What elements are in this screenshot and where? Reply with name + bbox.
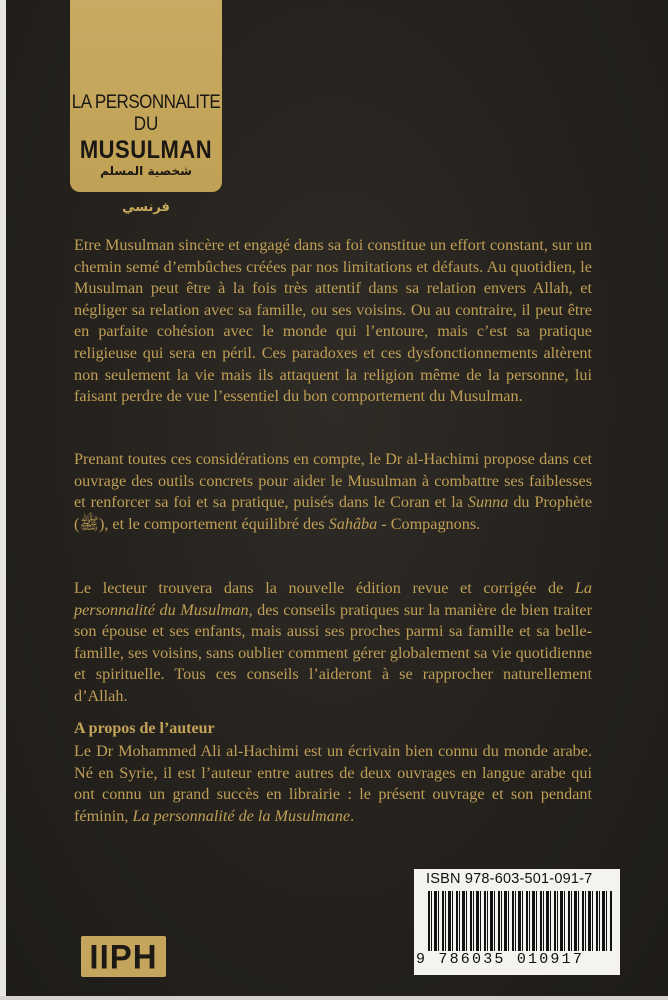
page-bottom-edge [0,996,668,1000]
p3-text-b: , des conseils pratiques sur la manière de bien traiter son épouse et ses enfants, mais aussi ses proches parmi sa famille et sa belle-famille, ses voisins, sans oublier comment gérer globalement sa vie quotidienne et spirituelle. Tous ces conseils l’aideront à se rapprocher naturellement d’Allah. [74,600,592,705]
description-paragraph-2 [74,449,592,535]
language-label: فرنسي [122,200,170,215]
p2-sunna: Sunna [467,493,509,512]
p2-text-b: du Prophète (ﷺ), et le comportement équilibré des [74,493,593,533]
isbn-barcode-box [414,869,620,975]
p2-text-c: - Compagnons. [377,514,481,533]
barcode-icon [428,891,612,951]
p2-text-a: Prenant toutes ces considérations en compte, le Dr al-Hachimi propose dans cet ouvrage des outils concrets pour aider le Musulman à combattre ses faiblesses et renforcer sa foi et sa pratique, puisés dans le Coran et la [74,450,592,512]
book-title-line2: DU [133,112,159,135]
p3-book-title: La personnalité du Musulman [74,579,592,619]
p4-text-b: . [350,806,355,825]
barcode-digits: 9 786035 010917 [416,951,585,968]
publisher-logo-text: IIPH [89,936,158,976]
publisher-logo [81,936,166,977]
about-author-heading: A propos de l’auteur [74,720,215,737]
p4-text-a: Le Dr Mohammed Ali al-Hachimi est un écrivain bien connu du monde arabe. Né en Syrie, il est l’auteur entre autres de deux ouvrages en langue arabe qui ont connu un grand succès en librairie : le présent ouvrage et son pendant féminin, [74,742,592,825]
description-paragraph-1: Etre Musulman sincère et engagé dans sa foi constitue un effort constant, sur un chemin semé d’embûches créées par nos limitations et défauts. Au quotidien, le Musulman peut être à la fois très attentif dans sa relation envers Allah, et négliger sa relation avec sa famille, ou ses voisins. Ou au contraire, il peut être en parfaite cohésion avec le monde qui l’entoure, mais c’est sa pratique religieuse qui sera en péril. Ces paradoxes et ces dysfonctionnements altèrent non seulement la vie mais ils attaquent la religion même de la personne, lui faisant perdre de vue l’essentiel du bon comportement du Musulman. [74,236,592,406]
description-paragraph-3 [74,578,592,708]
p3-text-a: Le lecteur trouvera dans la nouvelle édition revue et corrigée de [74,579,575,597]
page-edge [0,0,6,1000]
title-block [70,0,222,192]
p4-book-title: La personnalité de la Musulmane [132,806,351,825]
book-title-line1: LA PERSONNALITE [71,90,221,113]
about-author-paragraph [74,741,592,827]
arabic-title: شخصية المسلم [100,164,192,178]
book-title-line3: MUSULMAN [79,135,213,164]
p2-sahaba: Sahâba [328,514,378,533]
isbn-label: ISBN 978-603-501-091-7 [426,871,593,887]
